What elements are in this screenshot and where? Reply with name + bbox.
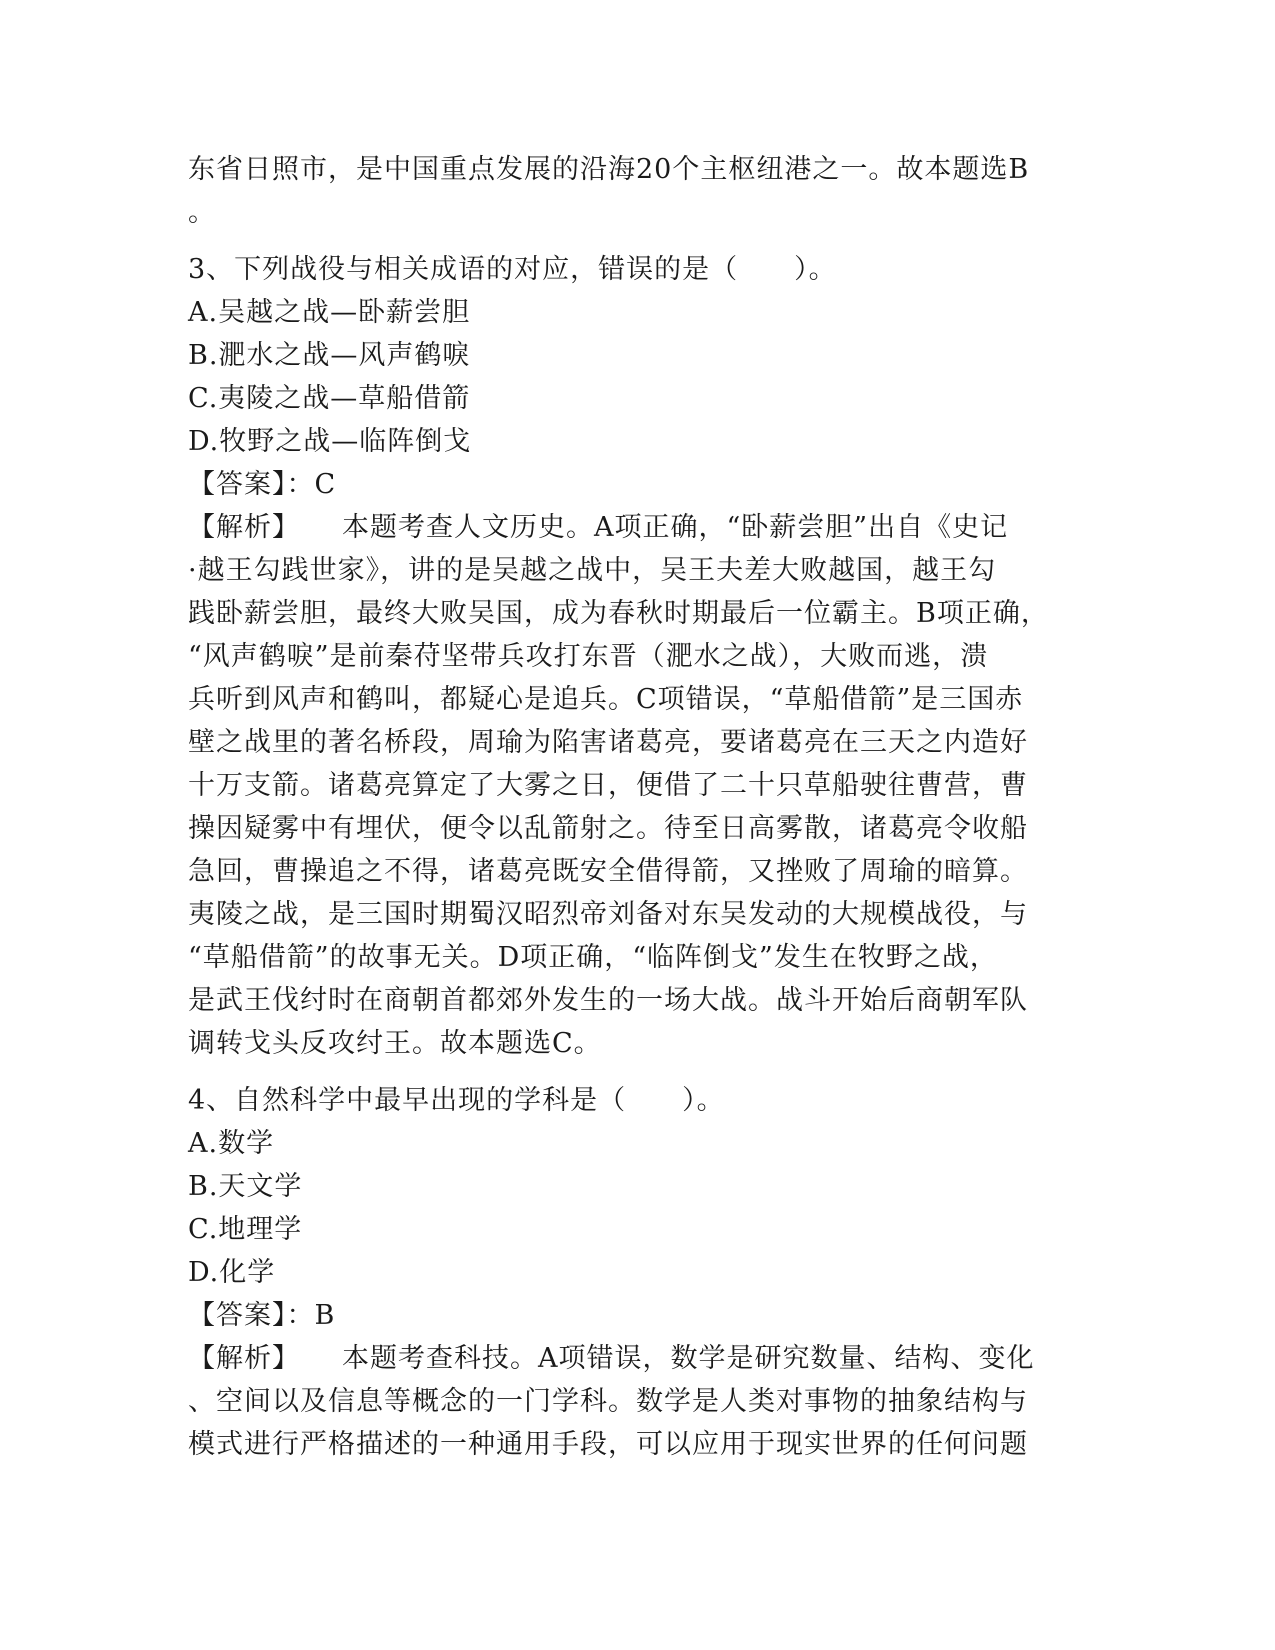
analysis-line: 操因疑雾中有埋伏，便令以乱箭射之。待至日高雾散，诸葛亮令收船 [188, 813, 1028, 844]
analysis-line: “草船借箭”的故事无关。D项正确，“临阵倒戈”发生在牧野之战， [188, 942, 998, 973]
option-b: B.天文学 [188, 1171, 303, 1202]
analysis-line: 壁之战里的著名桥段，周瑜为陷害诸葛亮，要诸葛亮在三天之内造好 [188, 727, 1028, 758]
option-d: D.化学 [188, 1257, 276, 1288]
analysis-line: 调转戈头反攻纣王。故本题选C。 [188, 1028, 602, 1059]
option-d: D.牧野之战—临阵倒戈 [188, 426, 472, 457]
analysis-label: 【解析】 [188, 512, 300, 543]
text-line: 。 [188, 197, 216, 228]
analysis-line: 模式进行严格描述的一种通用手段，可以应用于现实世界的任何问题 [188, 1429, 1028, 1460]
question-stem: 3、下列战役与相关成语的对应，错误的是（ ）。 [188, 254, 837, 285]
question-stem: 4、自然科学中最早出现的学科是（ ）。 [188, 1085, 725, 1116]
option-a: A.数学 [188, 1128, 275, 1159]
analysis-line: 、空间以及信息等概念的一门学科。数学是人类对事物的抽象结构与 [188, 1386, 1028, 1417]
document-page [188, 148, 1088, 1466]
analysis-line: ·越王勾践世家》，讲的是吴越之战中，吴王夫差大败越国，越王勾 [188, 555, 997, 586]
option-c: C.夷陵之战—草船借箭 [188, 383, 471, 414]
analysis-first-line [188, 1337, 1088, 1380]
analysis-line: 夷陵之战，是三国时期蜀汉昭烈帝刘备对东吴发动的大规模战役，与 [188, 899, 1028, 930]
analysis-text: 本题考查人文历史。A项正确，“卧薪尝胆”出自《史记 [342, 512, 1009, 543]
answer-line: 【答案】：C [188, 469, 337, 500]
previous-explanation-tail [188, 148, 1088, 234]
analysis-line: 兵听到风声和鹤叫，都疑心是追兵。C项错误，“草船借箭”是三国赤 [188, 684, 1024, 715]
analysis-line: 是武王伐纣时在商朝首都郊外发生的一场大战。战斗开始后商朝军队 [188, 985, 1028, 1016]
option-b: B.淝水之战—风声鹤唳 [188, 340, 471, 371]
analysis-first-line [188, 506, 1088, 549]
analysis-line: 十万支箭。诸葛亮算定了大雾之日，便借了二十只草船驶往曹营，曹 [188, 770, 1028, 801]
analysis-line: 急回，曹操追之不得，诸葛亮既安全借得箭，又挫败了周瑜的暗算。 [188, 856, 1028, 887]
text-line: 东省日照市，是中国重点发展的沿海20个主枢纽港之一。故本题选B [188, 154, 1030, 185]
question-3 [188, 248, 1088, 1065]
analysis-label: 【解析】 [188, 1343, 300, 1374]
option-a: A.吴越之战—卧薪尝胆 [188, 297, 471, 328]
analysis-line: 践卧薪尝胆，最终大败吴国，成为春秋时期最后一位霸主。B项正确， [188, 598, 1049, 629]
answer-line: 【答案】：B [188, 1300, 336, 1331]
question-4 [188, 1079, 1088, 1466]
option-c: C.地理学 [188, 1214, 303, 1245]
analysis-text: 本题考查科技。A项错误，数学是研究数量、结构、变化 [342, 1343, 1035, 1374]
analysis-line: “风声鹤唳”是前秦苻坚带兵攻打东晋（淝水之战），大败而逃，溃 [188, 641, 989, 672]
